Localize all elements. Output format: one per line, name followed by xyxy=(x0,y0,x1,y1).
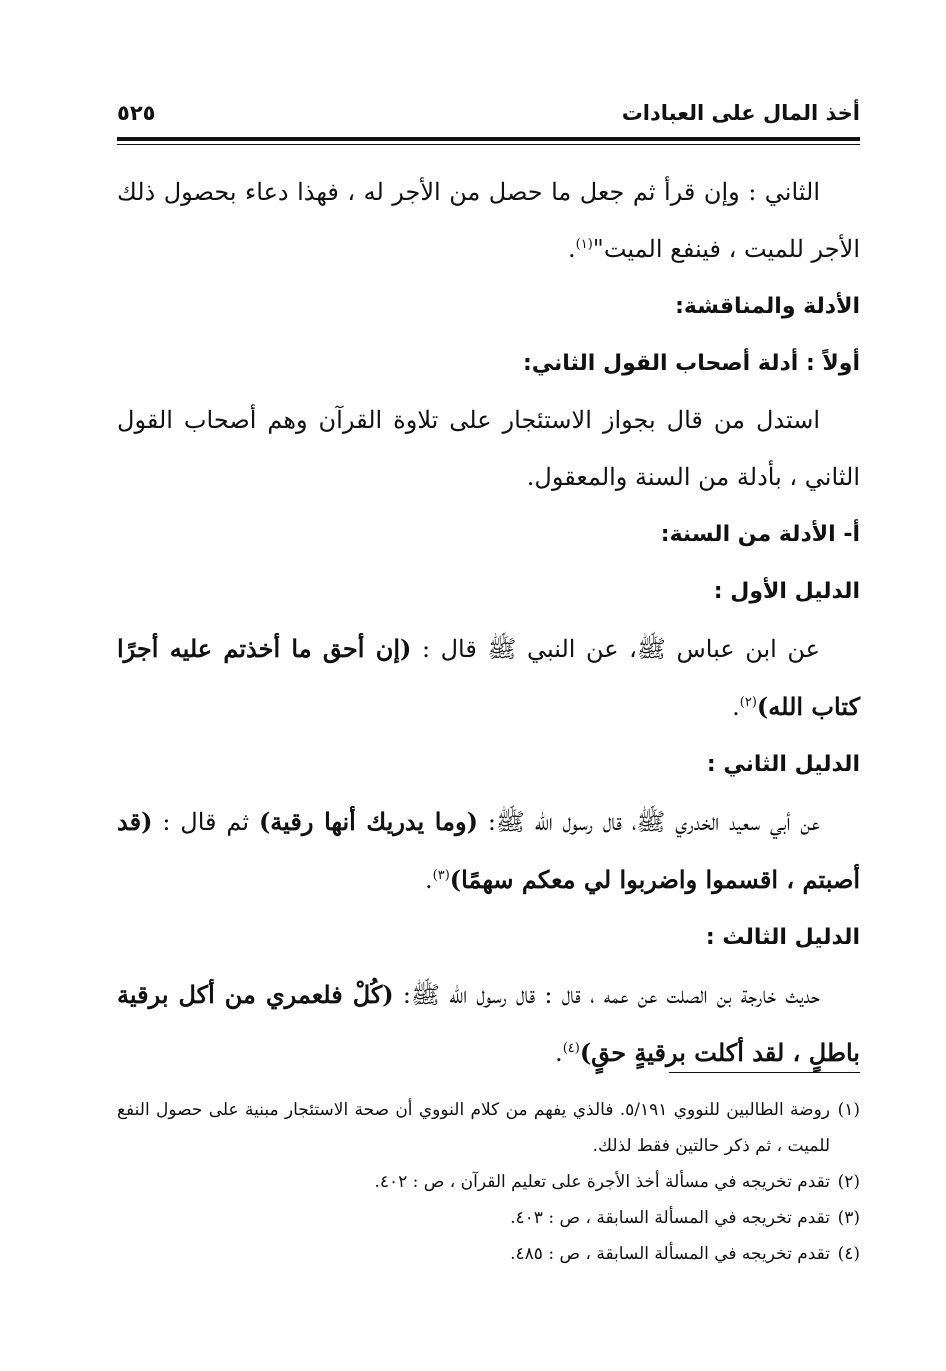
page-number: ٥٢٥ xyxy=(117,101,156,125)
evidence-2-end: . xyxy=(425,866,433,894)
evidence-3-title: الدليل الثالث : xyxy=(705,925,860,950)
evidence-3-end: . xyxy=(555,1039,563,1067)
footnote-ref-4: (٤) xyxy=(562,1041,580,1056)
footnote-text: روضة الطالبين للنووي ٥/١٩١. فالذي يفهم من كلام النووي أن صحة الاستئجار مبنية على حصول النفع للميت ، ثم ذكر حالتين فقط لذلك. xyxy=(117,1100,830,1156)
paragraph-inference: استدل من قال بجواز الاستئجار على تلاوة القرآن وهم أصحاب القول الثاني ، بأدلة من السنة والمعقول. xyxy=(117,406,860,491)
evidence-2-text xyxy=(117,793,860,909)
evidence-1-end: . xyxy=(732,693,740,721)
paragraph-text: الثاني : وإن قرأ ثم جعل ما حصل من الأجر له ، فهذا دعاء بحصول ذلك الأجر للميت ، فينفع الميت" xyxy=(117,178,860,263)
heading-sunnah-evidence: أ- الأدلة من السنة: xyxy=(660,522,860,547)
page-header xyxy=(117,96,860,130)
footnote-ref-3: (٣) xyxy=(432,868,450,883)
evidence-3-text xyxy=(117,966,860,1082)
evidence-3-quote: (كُلْ فلعمري من أكل برقية باطلٍ ، لقد أكلت برقيةٍ حقٍ) xyxy=(117,980,860,1067)
evidence-2-quote-2: (قد أصبتم ، اقسموا واضربوا لي معكم سهمًا) xyxy=(117,807,860,894)
evidence-2-narration: عن أبي سعيد الخدري ﷺ، قال رسول اللّه ﷺ: xyxy=(487,808,820,836)
heading-evidence-discussion: الأدلة والمناقشة: xyxy=(675,294,860,319)
evidence-1-narration: عن ابن عباس ﷺ، عن النبي ﷺ قال : xyxy=(421,635,820,663)
paragraph-end: . xyxy=(568,235,576,263)
footnote-1 xyxy=(117,1092,860,1164)
footnote-text: تقدم تخريجه في مسألة أخذ الأجرة على تعليم القرآن ، ص : ٤٠٢. xyxy=(374,1172,830,1192)
evidence-1-title: الدليل الأول : xyxy=(713,579,860,604)
footnote-ref-1: (١) xyxy=(575,237,593,252)
footnote-3 xyxy=(117,1200,860,1236)
heading-first-evidence: أولاً : أدلة أصحاب القول الثاني: xyxy=(522,351,860,376)
header-rule-thin xyxy=(117,144,860,145)
footnotes xyxy=(117,1092,860,1272)
footnote-text: تقدم تخريجه في المسألة السابقة ، ص : ٤٠٣. xyxy=(510,1208,830,1228)
evidence-1-text xyxy=(117,620,860,736)
evidence-2-title: الدليل الثاني : xyxy=(706,752,860,777)
evidence-1-quote: (إن أحق ما أخذتم عليه أجرًا كتاب الله) xyxy=(117,634,860,721)
footnote-text: تقدم تخريجه في المسألة السابقة ، ص : ٤٨٥. xyxy=(510,1244,830,1264)
footnote-4 xyxy=(117,1236,860,1272)
running-title: أخذ المال على العبادات xyxy=(621,101,860,125)
footnote-number: (٢) xyxy=(837,1172,860,1192)
evidence-3-narration: حديث خارجة بن الصلت عن عمه ، قال : قال رسول الله ﷺ: xyxy=(402,981,820,1009)
footnote-separator xyxy=(669,1072,860,1073)
paragraph-second-opinion xyxy=(117,164,860,278)
footnote-number: (٤) xyxy=(837,1244,860,1264)
evidence-2-connector: ثم قال : xyxy=(162,808,250,836)
footnote-2 xyxy=(117,1164,860,1200)
header-rule-thick xyxy=(117,137,860,141)
main-text xyxy=(117,164,860,1082)
footnote-number: (١) xyxy=(837,1100,860,1120)
footnote-ref-2: (٢) xyxy=(739,695,757,710)
evidence-2-quote-1: (وما يدريك أنها رقية) xyxy=(258,807,478,836)
footnote-number: (٣) xyxy=(837,1208,860,1228)
